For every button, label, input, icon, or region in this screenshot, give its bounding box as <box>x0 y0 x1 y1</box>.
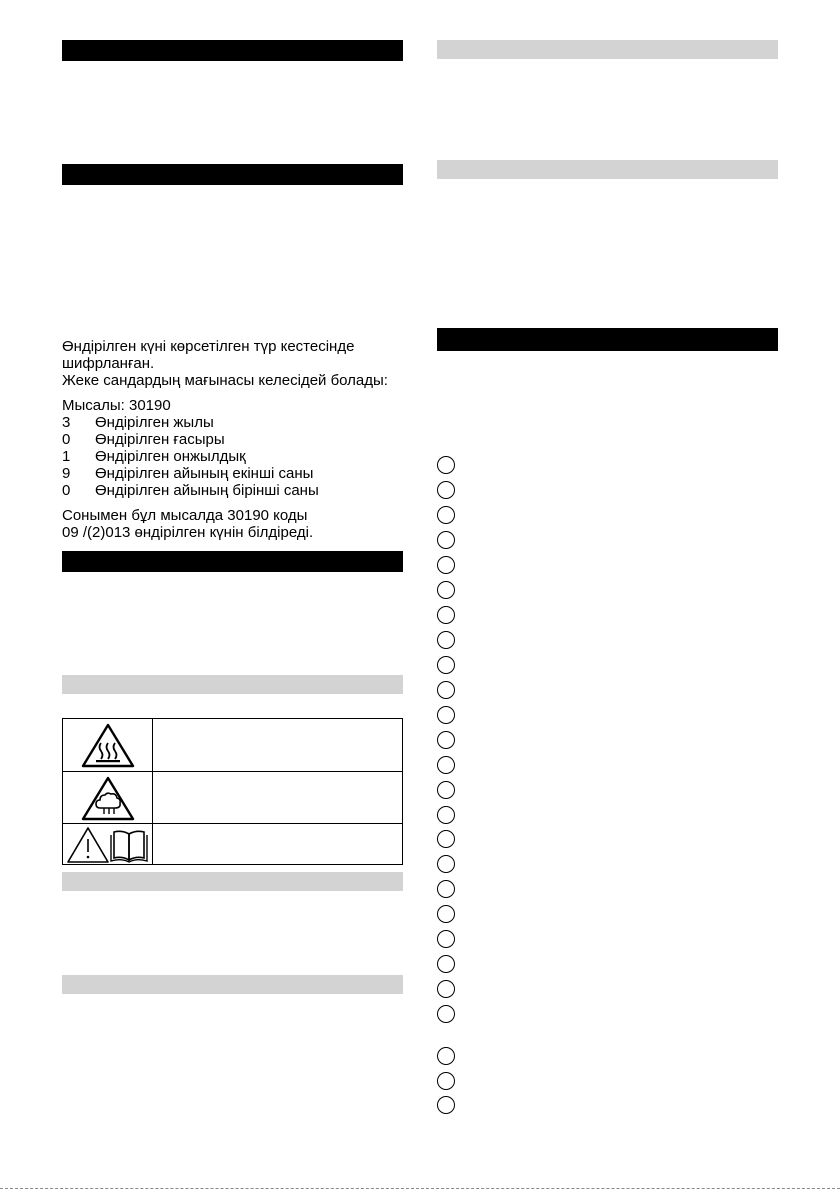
component-marker-circle <box>437 1047 455 1065</box>
section-header-bar <box>62 40 403 61</box>
steam-warning-icon <box>80 774 136 822</box>
component-marker-circle <box>437 606 455 624</box>
page-bottom-divider <box>0 1188 840 1190</box>
component-marker-circle <box>437 581 455 599</box>
component-marker-circle <box>437 706 455 724</box>
component-marker-circle <box>437 756 455 774</box>
component-marker-circle <box>437 731 455 749</box>
example-row <box>62 448 412 465</box>
component-marker-circle <box>437 1005 455 1023</box>
component-marker-circle <box>437 556 455 574</box>
component-marker-circle <box>437 681 455 699</box>
component-marker-circle <box>437 955 455 973</box>
component-marker-circle <box>437 930 455 948</box>
example-row <box>62 431 412 448</box>
component-marker-circle <box>437 531 455 549</box>
example-digit: 3 <box>62 414 71 431</box>
component-marker-circle <box>437 1072 455 1090</box>
conclusion-line: 09 /(2)013 өндірілген күнін білдіреді. <box>62 524 314 541</box>
subsection-header-bar <box>62 975 403 994</box>
warning-icon-cell <box>63 772 153 824</box>
warning-icon-cell <box>63 719 153 771</box>
conclusion-line: Сонымен бұл мысалда 30190 коды <box>62 507 308 524</box>
component-marker-circle <box>437 980 455 998</box>
component-marker-circle <box>437 506 455 524</box>
intro-line: Жеке сандардың мағынасы келесідей болады: <box>62 372 388 389</box>
example-meaning: Өндірілген айының бірінші саны <box>95 482 319 499</box>
warning-row <box>63 823 402 865</box>
component-marker-circle <box>437 806 455 824</box>
example-meaning: Өндірілген онжылдық <box>95 448 246 465</box>
component-marker-circle <box>437 1096 455 1114</box>
intro-line: Өндірілген күні көрсетілген түр кестесінде <box>62 338 355 355</box>
example-row <box>62 465 412 482</box>
example-row <box>62 414 412 431</box>
warning-row <box>63 719 402 771</box>
component-marker-circle <box>437 481 455 499</box>
example-digit: 9 <box>62 465 71 482</box>
component-marker-circle <box>437 456 455 474</box>
example-meaning: Өндірілген ғасыры <box>95 431 225 448</box>
section-header-bar <box>62 164 403 185</box>
example-label: Мысалы: 30190 <box>62 397 171 414</box>
component-marker-circle <box>437 905 455 923</box>
component-marker-circle <box>437 781 455 799</box>
warning-row <box>63 771 402 824</box>
section-header-bar <box>62 551 403 572</box>
example-digit: 1 <box>62 448 71 465</box>
warning-icon-cell <box>63 824 153 865</box>
component-marker-circle <box>437 830 455 848</box>
example-row <box>62 482 412 499</box>
component-marker-circle <box>437 631 455 649</box>
subsection-header-bar <box>62 675 403 694</box>
example-meaning: Өндірілген айының екінші саны <box>95 465 314 482</box>
component-marker-circle <box>437 656 455 674</box>
component-marker-circle <box>437 855 455 873</box>
intro-line: шифрланған. <box>62 355 155 372</box>
subsection-header-bar <box>437 160 778 179</box>
subsection-header-bar <box>62 872 403 891</box>
section-header-bar <box>437 328 778 351</box>
warning-symbols-table <box>62 718 403 865</box>
subsection-header-bar <box>437 40 778 59</box>
example-digit: 0 <box>62 431 71 448</box>
read-manual-warning-icon <box>66 826 150 864</box>
example-meaning: Өндірілген жылы <box>95 414 214 431</box>
component-marker-circle <box>437 880 455 898</box>
hot-surface-warning-icon <box>80 721 136 769</box>
date-code-text <box>62 338 412 541</box>
example-digit: 0 <box>62 482 71 499</box>
